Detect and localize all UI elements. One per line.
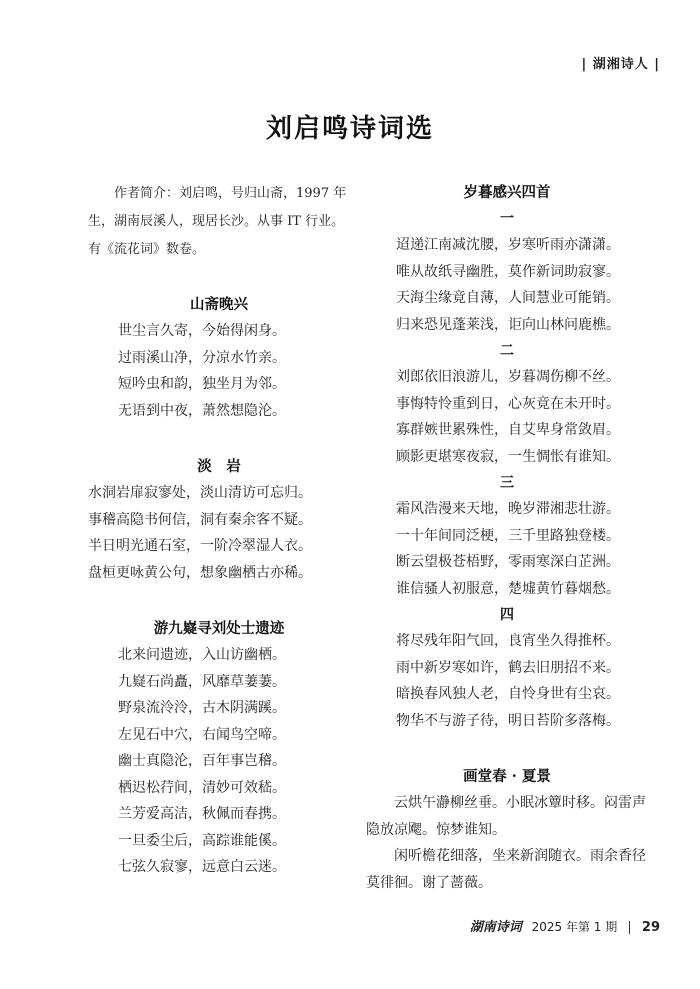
poem-line: 过雨溪山净，分凉水竹亲。 [118, 349, 286, 366]
page-title: 刘启鸣诗词选 [265, 114, 434, 144]
poem-line: 半日明光通石室，一阶冷翠湿人衣。 [88, 538, 312, 554]
poem-line: 谁信骚人初服意，楚墟黄竹暮烟愁。 [396, 580, 620, 597]
poem-title: 岁暮感兴四首 [463, 184, 551, 201]
poem-line: 断云望极苍梧野，零雨寒深白芷洲。 [396, 554, 620, 570]
page-footer [470, 916, 660, 935]
part-number: 一 [500, 211, 514, 227]
part-number: 三 [500, 475, 514, 491]
poem-line: 雨中新岁寒如许，鹤去旧朋招不来。 [396, 659, 620, 676]
poem-jiuyi [88, 616, 350, 881]
poem-title: 山斋晚兴 [190, 296, 248, 313]
poem-line: 刘郎依旧浪游儿，岁暮凋伤柳不丝。 [396, 369, 620, 385]
poem-title: 游九嶷寻刘处士遗迹 [153, 620, 285, 637]
poem-line: 水洞岩扉寂寥处，淡山清访可忘归。 [88, 485, 312, 501]
ci-paragraph: 云烘午瀞柳丝垂。小眠冰簟时移。闷雷声隐放凉飔。惊梦谁知。 [366, 795, 646, 838]
poem-line: 世尘言久寄，今始得闲身。 [118, 323, 286, 339]
poem-line: 兰芳爱高洁，秋佩而春携。 [118, 806, 286, 822]
poem-shanzhai [88, 292, 350, 424]
poem-line: 一十年间同泛梗，三千里路独登楼。 [396, 527, 620, 544]
poem-line: 事稽高隐书何信，洞有秦余客不疑。 [88, 511, 312, 528]
footer-divider [629, 921, 630, 934]
issue-label: 2025 年第 1 期 [531, 920, 618, 934]
poem-suimu [366, 180, 648, 734]
poem-line: 迢递江南减沈腰，岁寒听雨亦潇潇。 [396, 237, 620, 253]
journal-logo: 湖南诗词 [469, 920, 522, 935]
page-number: 29 [641, 920, 660, 935]
part-number: 四 [500, 607, 514, 623]
poem-title: 淡 岩 [197, 458, 241, 475]
part-number: 二 [500, 343, 514, 359]
poem-line: 左见石中穴，右闻鸟空啼。 [118, 726, 286, 743]
poem-line: 栖迟松荇间，清妙可效嵇。 [118, 779, 286, 796]
poem-line: 霜风浩漫来天地，晚岁滞湘悲壮游。 [396, 501, 620, 517]
poem-line: 天海尘缘竟自薄，人间慧业可能销。 [396, 290, 620, 306]
poem-line: 北来问遗迹，入山访幽栖。 [118, 647, 286, 663]
poem-line: 一旦委尘后，高踪谁能傒。 [118, 832, 286, 849]
section-tag: | 湖湘诗人 | [581, 57, 660, 72]
author-bio: 作者简介：刘启鸣，号归山斋，1997 年生，湖南辰溪人，现居长沙。从事 IT 行业。有《流花词》数卷。 [88, 186, 347, 257]
poem-line: 盘桓更咏黄公句，想象幽栖古亦稀。 [88, 564, 312, 581]
poem-line: 物华不与游子待，明日苔阶多落梅。 [396, 712, 620, 729]
poem-title: 画堂春 · 夏景 [463, 768, 551, 785]
poem-line: 将尽残年阳气回，良宵坐久得推杯。 [396, 633, 620, 649]
ci-paragraph: 闲听檐花细落，坐来新润随衣。雨余香径莫徘徊。谢了蔷薇。 [366, 848, 646, 891]
poem-line: 归来恐见蓬莱浅，讵向山林问鹿樵。 [396, 316, 620, 333]
poem-line: 唯从故纸寻幽胜，莫作新词助寂寥。 [396, 263, 620, 280]
poem-danyan [88, 454, 350, 586]
poem-line: 幽士真隐沦，百年事岂稽。 [118, 753, 286, 769]
poem-line: 无语到中夜，萧然想隐沦。 [118, 402, 286, 419]
poem-line: 暗换春风独人老，自怜身世有尘哀。 [396, 686, 620, 702]
poem-line: 七弦久寂寥，远意白云迷。 [118, 859, 286, 875]
poem-line: 寡群嫉世累殊性，自艾卑身常敛眉。 [396, 422, 620, 438]
ci-huatangchun [366, 764, 648, 896]
left-column [88, 180, 350, 881]
poem-line: 短吟虫和韵，独坐月为邻。 [118, 376, 286, 392]
poem-line: 事悔特怜重到日，心灰竟在未开时。 [396, 395, 620, 412]
right-column [366, 180, 648, 896]
poem-line: 顾影更堪寒夜寂，一生惆怅有谁知。 [396, 448, 620, 465]
poem-line: 野泉流泠泠，古木阴满蹊。 [118, 700, 286, 716]
poem-line: 九嶷石尚矗，风靡草萋萋。 [118, 673, 286, 690]
